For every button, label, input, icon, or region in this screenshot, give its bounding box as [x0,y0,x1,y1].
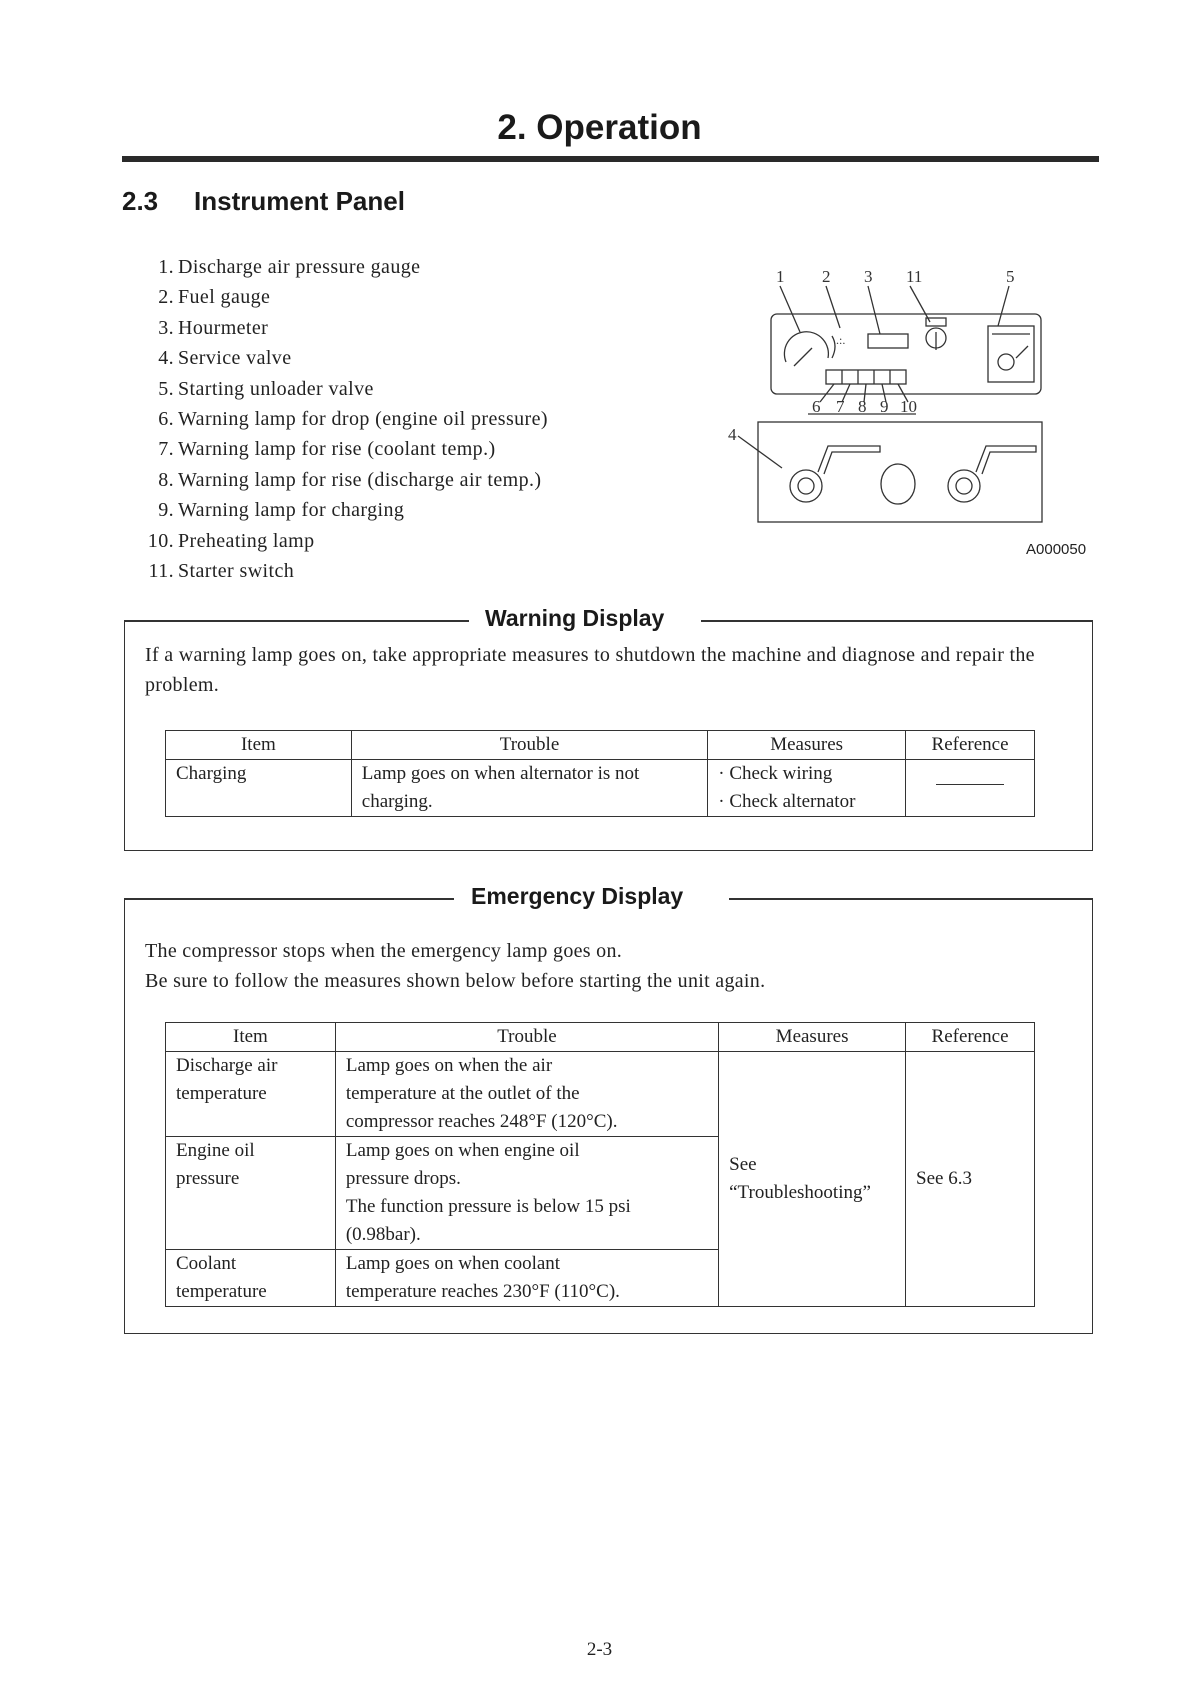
trouble-cell: Lamp goes on when engine oil pressure drops. The function pressure is below 15 psi (0.98bar). [335,1137,718,1250]
emergency-display-text: The compressor stops when the emergency lamp goes on. Be sure to follow the measures shown below before starting the unit again. [145,940,766,993]
list-item: 9. Warning lamp for charging [158,499,405,522]
warning-display-title: Warning Display [485,605,665,631]
list-item: 1. Discharge air pressure gauge [158,256,421,278]
trouble-cell: Lamp goes on when coolant temperature reaches 230°F (110°C). [335,1250,718,1307]
warning-display-box [124,605,1093,851]
column-header: Item [166,731,352,760]
valve-cap [881,464,915,504]
section-number: 2.3 [122,186,159,216]
callout-4: 4 [728,425,737,444]
list-item: 10. Preheating lamp [147,529,315,552]
reference-cell: See 6.3 [906,1052,1035,1307]
list-item: 7. Warning lamp for rise (coolant temp.) [158,438,496,461]
warning-table [165,730,1035,817]
item-cell: Coolant temperature [166,1250,336,1307]
list-item: 5. Starting unloader valve [158,377,374,400]
chapter-title: 2. Operation [497,108,702,147]
svg-text:.:.: .:. [836,333,846,347]
column-header: Trouble [335,1023,718,1052]
measures-cell: · Check wiring · Check alternator [708,760,906,817]
hourmeter [868,334,908,348]
list-item: 3. Hourmeter [158,316,269,339]
warning-display-text: If a warning lamp goes on, take appropriate measures to shutdown the machine and diagnose and repair the problem. [145,644,1035,697]
column-header: Item [166,1023,336,1052]
callout-7: 7 [836,397,845,416]
parts-list [140,252,548,586]
item-cell: Discharge air temperature [166,1052,336,1137]
callout-1: 1 [776,267,785,286]
lower-panel [758,422,1042,522]
column-header: Measures [719,1023,906,1052]
title-rule [122,156,1099,162]
table-row [166,1052,1035,1137]
callout-10: 10 [900,397,917,416]
instrument-panel-diagram [720,262,1060,532]
emergency-table [165,1022,1035,1307]
table-header-row [166,1023,1035,1052]
column-header: Measures [708,731,906,760]
column-header: Reference [906,1023,1035,1052]
item-cell: Engine oil pressure [166,1137,336,1250]
figure-code: A000050 [1026,541,1087,558]
callout-11: 11 [906,267,923,286]
reference-cell [906,760,1035,817]
trouble-cell: Lamp goes on when alternator is not charging. [351,760,707,817]
trouble-cell: Lamp goes on when the air temperature at the outlet of the compressor reaches 248°F (120°C). [335,1052,718,1137]
list-item: 11. Starter switch [148,560,295,583]
pressure-gauge [784,332,828,362]
emergency-display-title: Emergency Display [471,883,684,909]
table-row [166,760,1035,817]
callout-3: 3 [864,267,873,286]
callout-6: 6 [812,397,821,416]
emergency-display-box [124,883,1093,1334]
warning-lamps [826,370,906,384]
service-valve-left [790,470,822,502]
item-cell: Charging [166,760,352,817]
callout-5: 5 [1006,267,1015,286]
section-title: Instrument Panel [194,186,405,216]
callout-8: 8 [858,397,867,416]
list-item: 8. Warning lamp for rise (discharge air temp.) [158,468,542,491]
list-item: 2. Fuel gauge [158,286,271,309]
measures-cell: See “Troubleshooting” [719,1052,906,1307]
callout-2: 2 [822,267,831,286]
list-item: 6. Warning lamp for drop (engine oil pressure) [158,408,548,431]
callout-9: 9 [880,397,889,416]
column-header: Reference [906,731,1035,760]
reference-dash [936,784,1004,785]
service-valve-right [948,470,980,502]
list-item: 4. Service valve [158,347,292,370]
table-header-row [166,731,1035,760]
page-number: 2-3 [586,1639,613,1660]
column-header: Trouble [351,731,707,760]
section-heading [122,186,405,217]
